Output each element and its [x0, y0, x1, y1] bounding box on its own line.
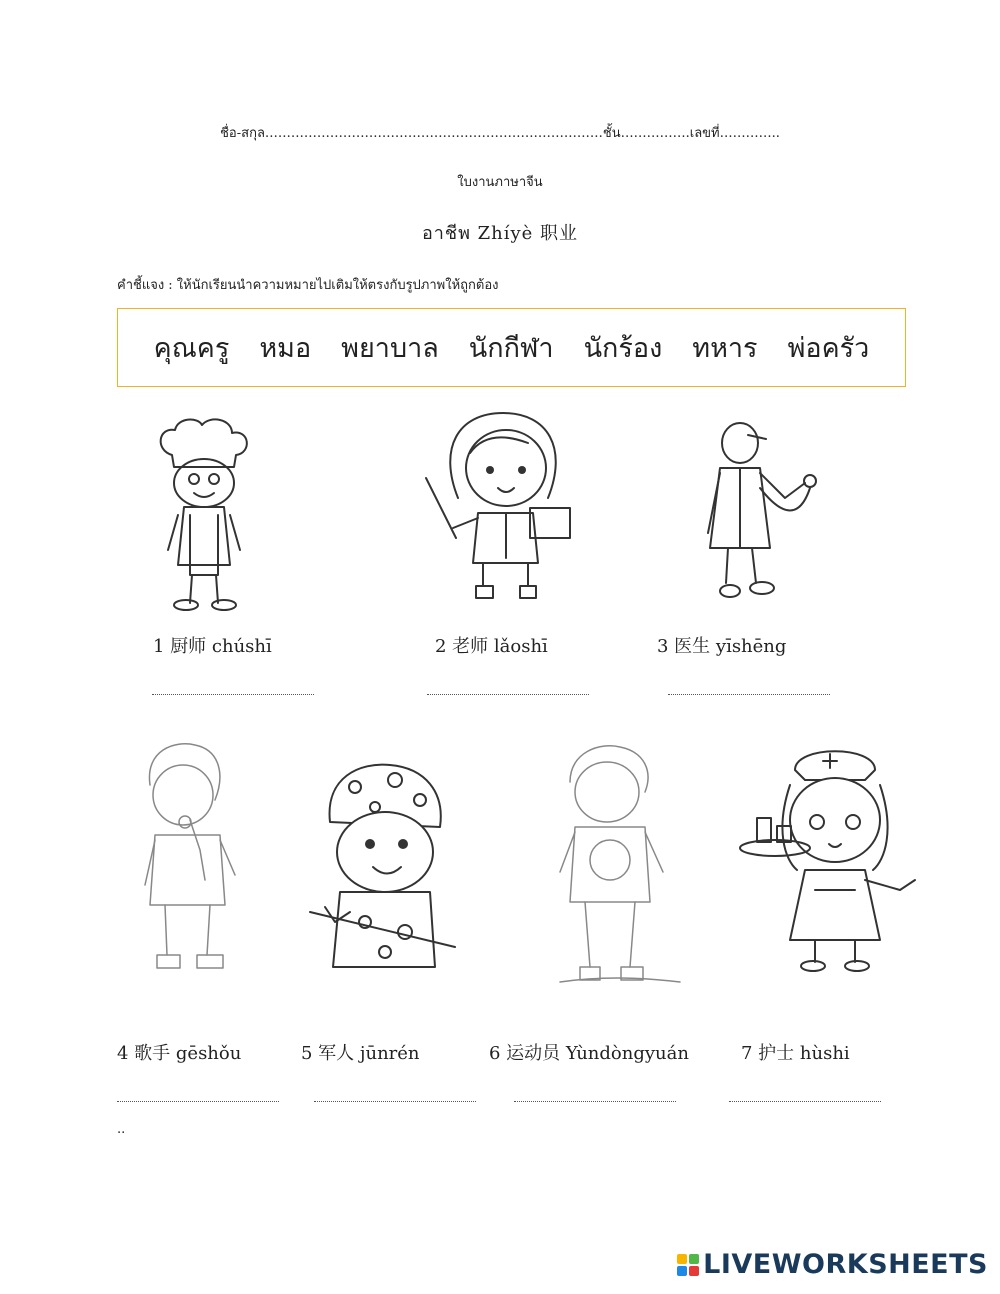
occupation-label-7: 7 护士 hùshi	[741, 1043, 850, 1064]
teacher-illustration	[418, 408, 588, 608]
word-bank-item: นักกีฬา	[468, 333, 554, 364]
worksheet-subject: ใบงานภาษาจีน	[457, 175, 543, 190]
chef-illustration	[150, 415, 260, 615]
instructions: คำชี้แจง : ให้นักเรียนนำความหมายไปเติมให้ตรงกับรูปภาพให้ถูกต้อง	[117, 278, 499, 293]
stray-dots: ..	[117, 1122, 126, 1137]
doctor-illustration	[700, 413, 830, 608]
answer-field-2[interactable]	[427, 694, 589, 695]
word-bank-item: คุณครู	[153, 333, 230, 364]
nurse-illustration	[735, 740, 920, 975]
word-bank-item: นักร้อง	[583, 333, 663, 364]
name-class-number-line: ชื่อ-สกุล……………………………………………………………………ชั้น…………….เลขที่…………..	[220, 126, 780, 141]
word-bank-item: พยาบาล	[341, 333, 439, 364]
liveworksheets-logo	[677, 1249, 988, 1280]
singer-illustration	[135, 740, 245, 975]
answer-field-1[interactable]	[152, 694, 314, 695]
liveworksheets-wordmark: LIVEWORKSHEETS	[703, 1249, 988, 1280]
occupation-label-6: 6 运动员 Yùndòngyuán	[489, 1043, 689, 1064]
word-bank-item: พ่อครัว	[787, 333, 870, 364]
soldier-illustration	[305, 762, 460, 977]
liveworksheets-logo-icon	[677, 1254, 699, 1276]
answer-field-3[interactable]	[668, 694, 830, 695]
answer-field-4[interactable]	[117, 1101, 279, 1102]
answer-field-6[interactable]	[514, 1101, 676, 1102]
occupation-label-1: 1 厨师 chúshī	[153, 636, 272, 657]
answer-field-7[interactable]	[729, 1101, 881, 1102]
occupation-label-3: 3 医生 yīshēng	[657, 636, 787, 657]
worksheet-title: อาชีพ Zhíyè 职业	[421, 223, 579, 244]
occupation-label-5: 5 军人 jūnrén	[301, 1043, 420, 1064]
word-bank-item: หมอ	[259, 333, 312, 364]
word-bank	[117, 308, 906, 387]
answer-field-5[interactable]	[314, 1101, 476, 1102]
occupation-label-4: 4 歌手 gēshǒu	[117, 1043, 242, 1064]
athlete-illustration	[555, 742, 690, 992]
occupation-label-2: 2 老师 lǎoshī	[435, 636, 548, 657]
word-bank-item: ทหาร	[692, 333, 758, 364]
